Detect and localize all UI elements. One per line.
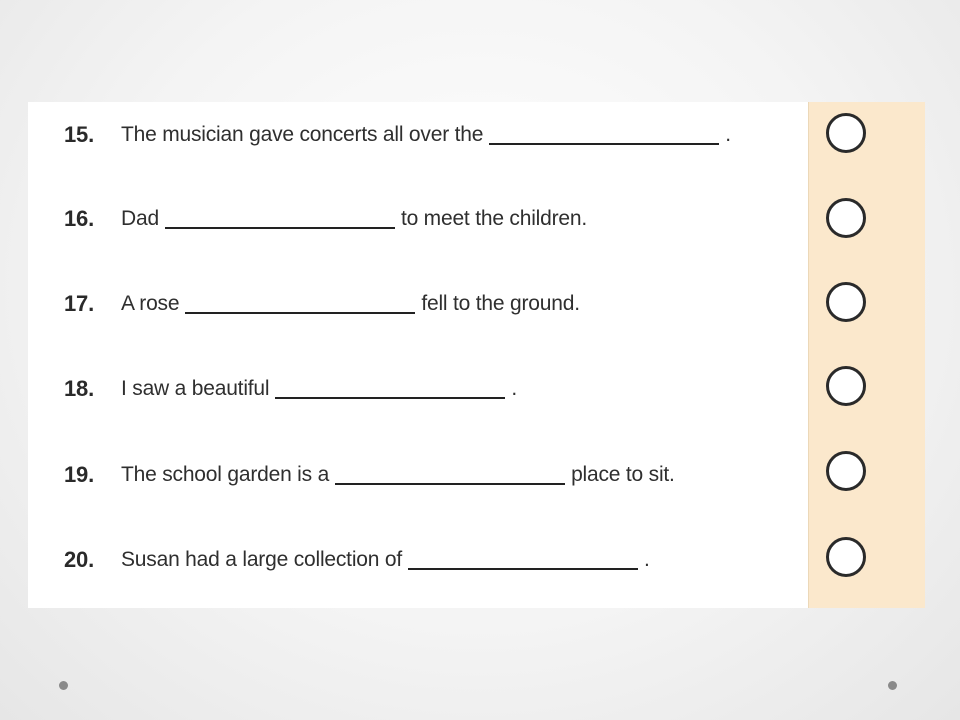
question-text-after: to meet the children.	[400, 207, 588, 230]
answer-blank[interactable]	[489, 143, 719, 145]
question-text-before: Dad	[121, 207, 159, 230]
question-number: 17.	[64, 291, 94, 316]
question-text-before: I saw a beautiful	[121, 377, 270, 400]
question-text-before: Susan had a large collection of	[121, 548, 402, 571]
question-17	[64, 284, 580, 324]
answer-circle-17[interactable]	[826, 282, 866, 322]
worksheet	[28, 102, 924, 608]
question-text-before: The musician gave concerts all over the	[121, 123, 484, 146]
question-text-after: .	[644, 548, 650, 571]
question-text-after: place to sit.	[571, 463, 675, 486]
question-15	[64, 115, 731, 155]
question-18	[64, 369, 517, 409]
answer-circle-20[interactable]	[826, 537, 866, 577]
answer-circle-15[interactable]	[826, 113, 866, 153]
answer-blank[interactable]	[408, 568, 638, 570]
question-number: 19.	[64, 462, 94, 487]
answer-blank[interactable]	[165, 227, 395, 229]
question-19	[64, 455, 675, 495]
answer-blank[interactable]	[335, 483, 565, 485]
answer-circle-18[interactable]	[826, 366, 866, 406]
answer-column	[808, 102, 925, 608]
question-number: 20.	[64, 547, 94, 572]
slide-corner-dot-right	[888, 681, 897, 690]
question-text-before: The school garden is a	[121, 463, 330, 486]
question-text-after: .	[725, 123, 731, 146]
question-16	[64, 199, 587, 239]
slide-corner-dot-left	[59, 681, 68, 690]
answer-circle-16[interactable]	[826, 198, 866, 238]
answer-blank[interactable]	[275, 397, 505, 399]
question-number: 16.	[64, 206, 94, 231]
question-text-after: fell to the ground.	[421, 292, 580, 315]
question-text-before: A rose	[121, 292, 180, 315]
question-20	[64, 540, 650, 580]
question-number: 18.	[64, 376, 94, 401]
answer-circle-19[interactable]	[826, 451, 866, 491]
question-text-after: .	[511, 377, 517, 400]
answer-blank[interactable]	[185, 312, 415, 314]
question-number: 15.	[64, 122, 94, 147]
